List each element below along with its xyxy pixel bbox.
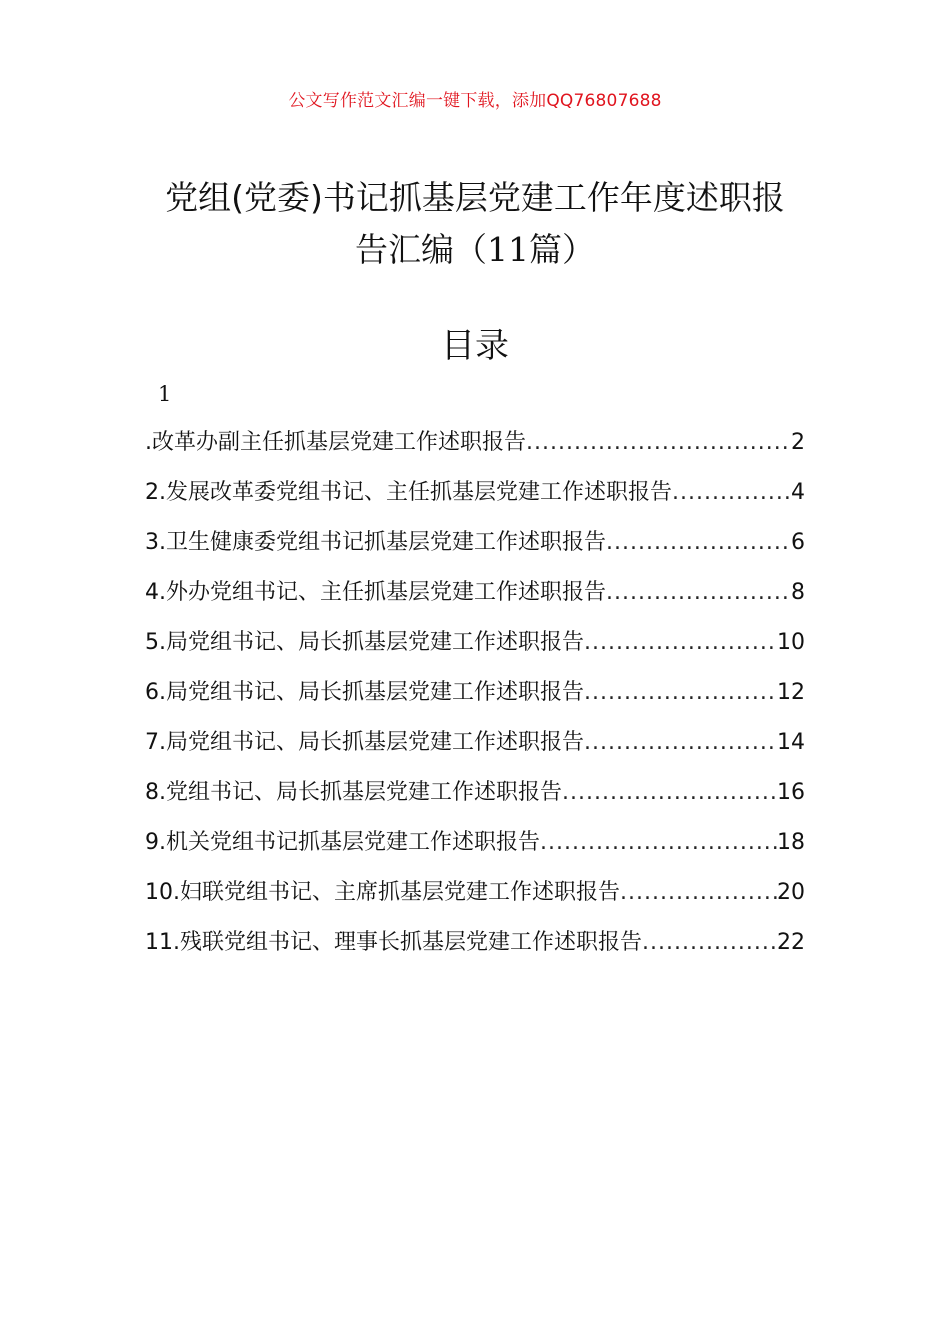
toc-entry[interactable] (145, 468, 805, 518)
toc-dot-leader (606, 568, 791, 618)
title-line-2-number: 11 (487, 230, 529, 269)
toc-entry[interactable] (145, 568, 805, 618)
document-title (130, 172, 820, 276)
toc-heading: 目录 (441, 326, 509, 366)
toc-entry[interactable] (145, 768, 805, 818)
toc-entry-page: 4 (791, 480, 805, 505)
toc-entry[interactable] (145, 418, 805, 468)
toc-entry[interactable] (145, 618, 805, 668)
toc-entry-page: 14 (777, 730, 805, 755)
toc-entry[interactable] (145, 518, 805, 568)
toc-entry-page: 18 (777, 830, 805, 855)
toc-entry-title: 3.卫生健康委党组书记抓基层党建工作述职报告 (145, 530, 606, 555)
toc-dot-leader (584, 718, 777, 768)
toc-entry-title: 7.局党组书记、局长抓基层党建工作述职报告 (145, 730, 584, 755)
header-download-note: 公文写作范文汇编一键下载，添加QQ76807688 (288, 91, 662, 111)
toc-entry-page: 20 (777, 880, 805, 905)
toc-entry[interactable] (145, 718, 805, 768)
title-line-2-suffix: 篇） (529, 230, 595, 269)
toc-stray-number: 1 (158, 382, 172, 406)
toc-dot-leader (620, 868, 777, 918)
toc-dot-leader (584, 668, 777, 718)
toc-entry-page: 6 (791, 530, 805, 555)
toc-dot-leader (526, 418, 791, 468)
toc-entry-title: 10.妇联党组书记、主席抓基层党建工作述职报告 (145, 880, 620, 905)
toc-entry-title: 9.机关党组书记抓基层党建工作述职报告 (145, 830, 540, 855)
toc-entry[interactable] (145, 868, 805, 918)
title-line-1: 党组(党委)书记抓基层党建工作年度述职报 (165, 178, 785, 217)
toc-dot-leader (540, 818, 777, 868)
toc-entry[interactable] (145, 668, 805, 718)
toc-entry[interactable] (145, 818, 805, 868)
toc-entry[interactable] (145, 918, 805, 968)
toc-entry-title: 4.外办党组书记、主任抓基层党建工作述职报告 (145, 580, 606, 605)
toc-entry-page: 22 (777, 930, 805, 955)
toc-entry-title: 2.发展改革委党组书记、主任抓基层党建工作述职报告 (145, 480, 672, 505)
title-line-2-prefix: 告汇编（ (355, 230, 487, 269)
toc-dot-leader (584, 618, 777, 668)
toc-list (145, 418, 805, 968)
toc-entry-page: 8 (791, 580, 805, 605)
toc-entry-title: 8.党组书记、局长抓基层党建工作述职报告 (145, 780, 562, 805)
toc-dot-leader (672, 468, 791, 518)
toc-entry-page: 16 (777, 780, 805, 805)
toc-dot-leader (562, 768, 777, 818)
toc-entry-title: 11.残联党组书记、理事长抓基层党建工作述职报告 (145, 930, 642, 955)
toc-entry-page: 10 (777, 630, 805, 655)
toc-entry-page: 12 (777, 680, 805, 705)
toc-entry-title: .改革办副主任抓基层党建工作述职报告 (145, 430, 526, 455)
toc-entry-title: 5.局党组书记、局长抓基层党建工作述职报告 (145, 630, 584, 655)
toc-dot-leader (606, 518, 791, 568)
toc-entry-page: 2 (791, 430, 805, 455)
toc-entry-title: 6.局党组书记、局长抓基层党建工作述职报告 (145, 680, 584, 705)
toc-dot-leader (642, 918, 777, 968)
